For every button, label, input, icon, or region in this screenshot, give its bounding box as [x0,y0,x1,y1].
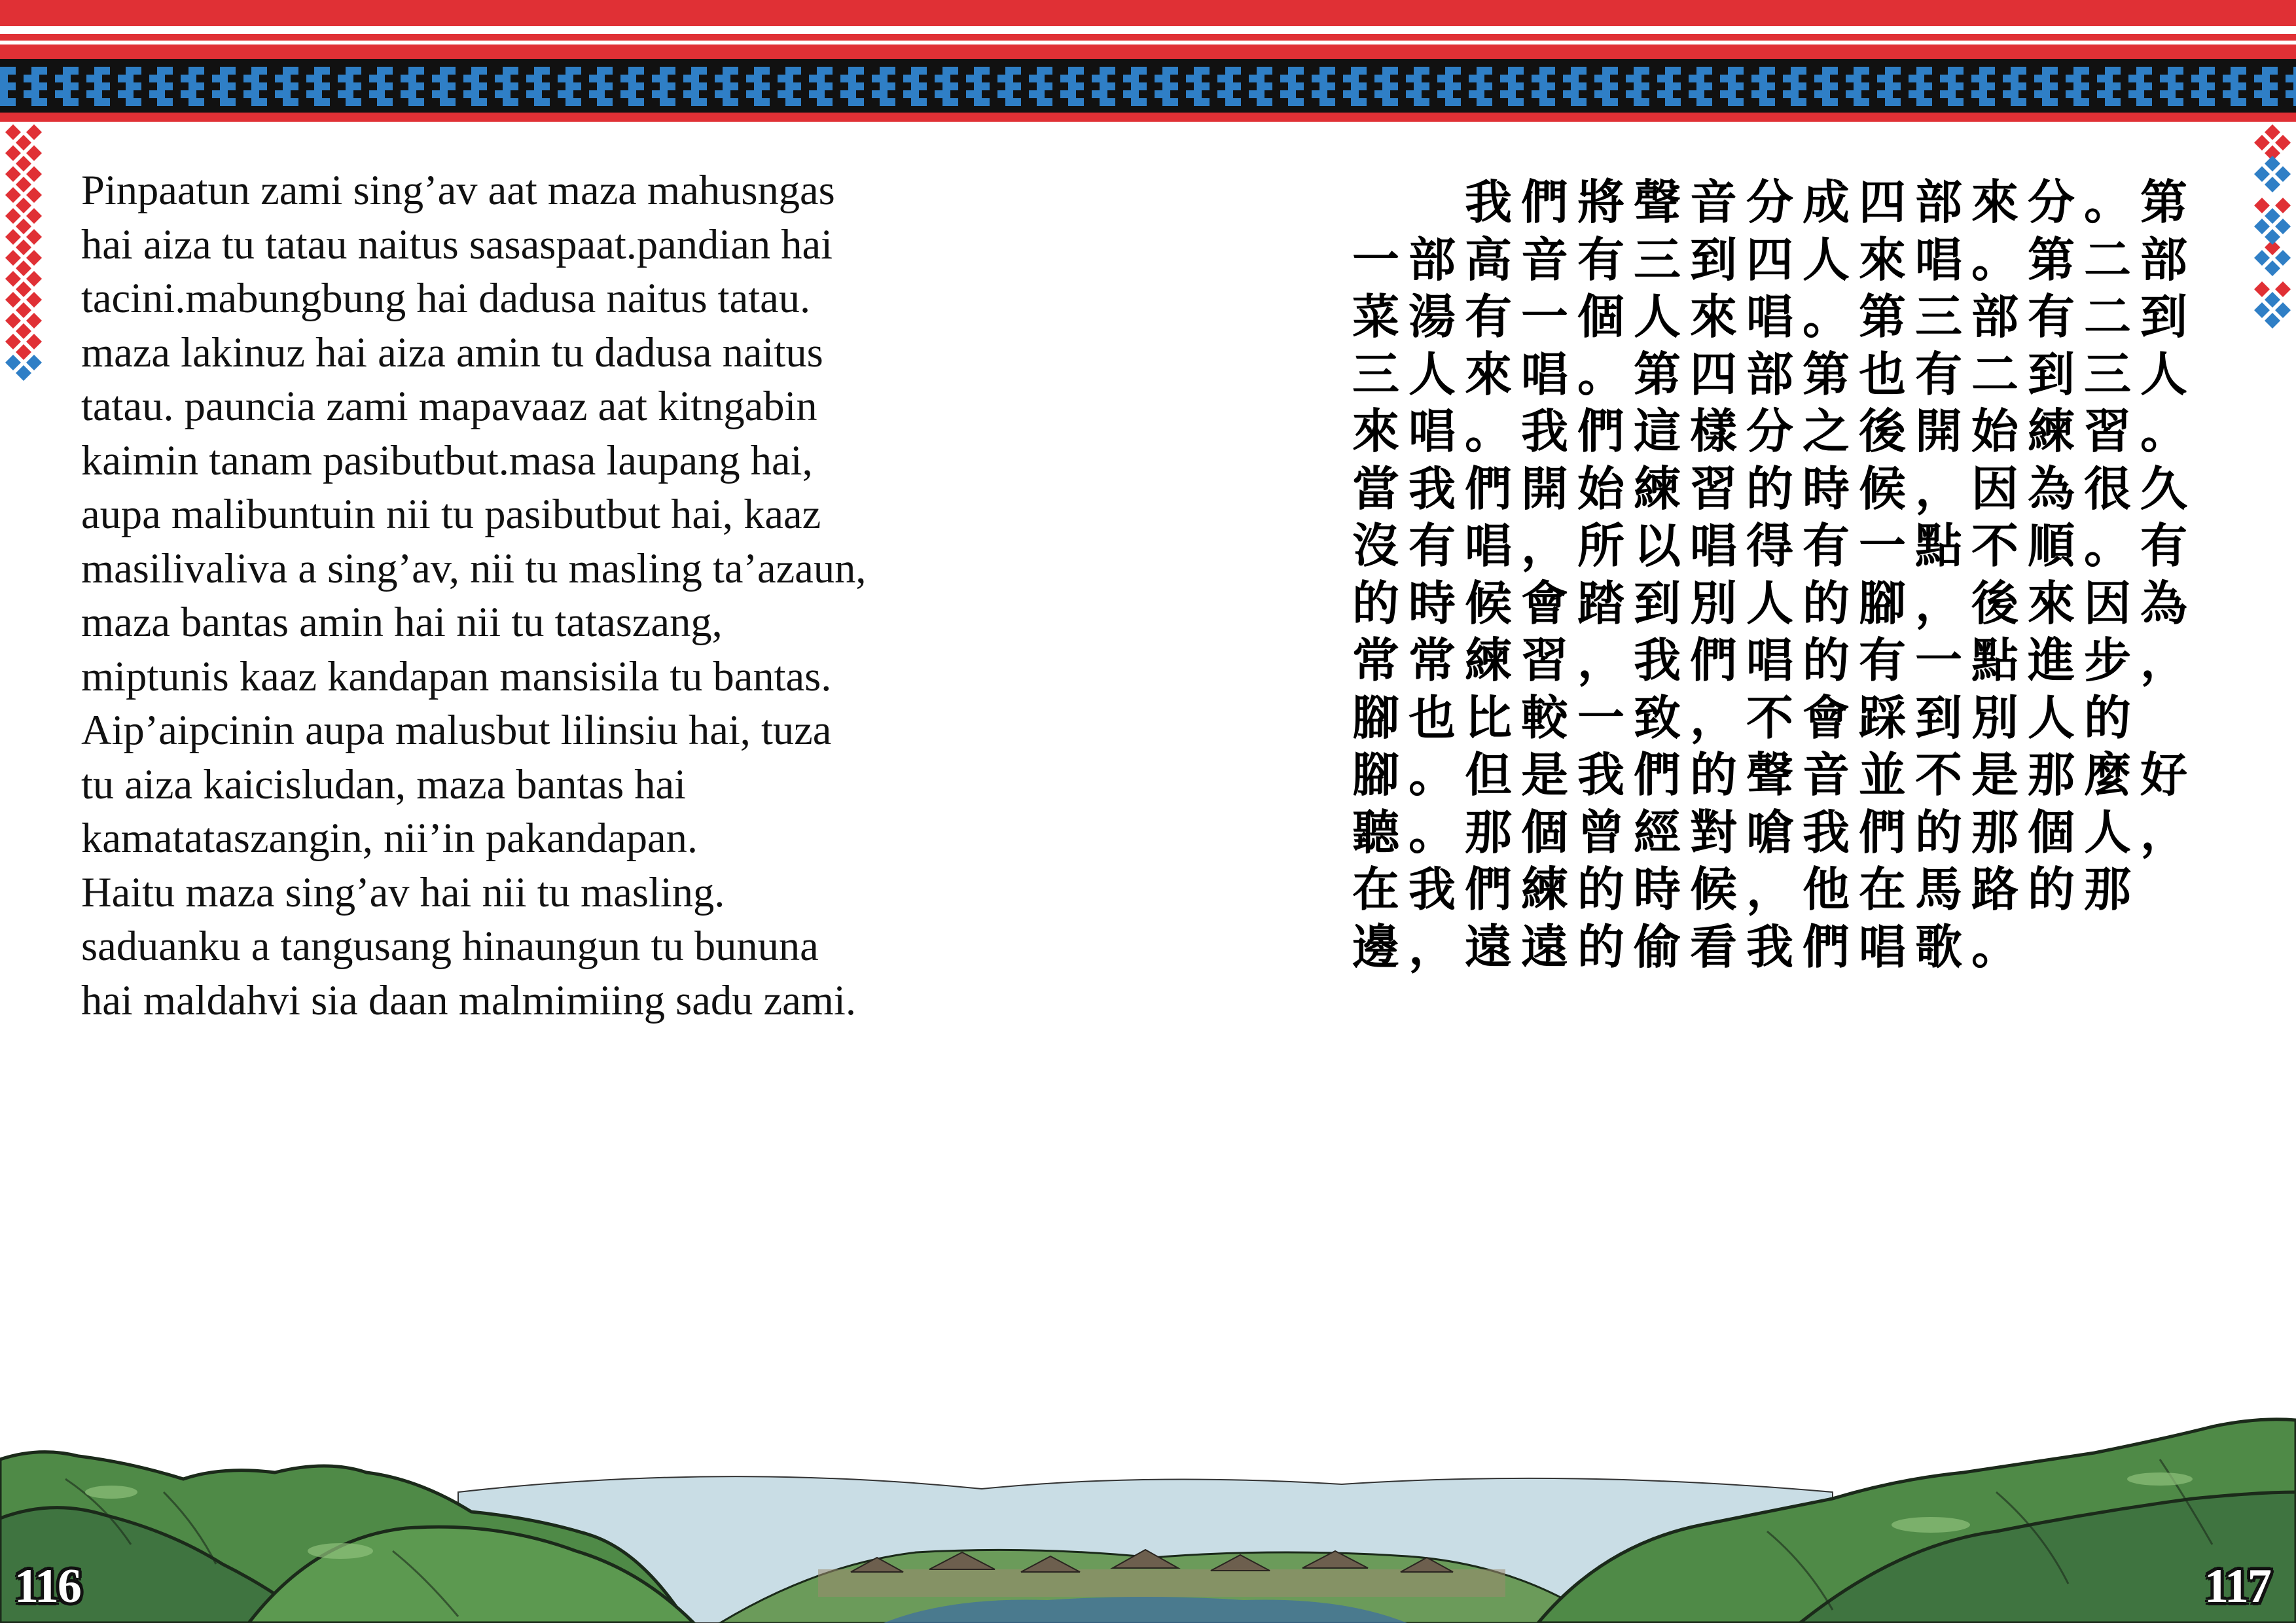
mountain-village-illustration [0,1400,2296,1623]
chinese-text-line: 腳也比較一致，不會踩到別人的 [1352,689,2141,745]
bunun-text-line: Haitu maza sing’av hai nii tu masling. [81,868,725,916]
right-diamond-motif [2244,124,2296,386]
bunun-text-block [81,164,958,1027]
bunun-text-line: saduanku a tangusang hinaungun tu bununa [81,923,819,969]
bunun-text-line: hai aiza tu tatau naitus sasaspaat.pandian hai [81,221,833,268]
chinese-text-line: 菜湯有一個人來唱。第三部有二到 [1352,289,2197,344]
chinese-text-line: 一部高音有三到四人來唱。第二部 [1352,231,2197,287]
chinese-text-line: 聽。那個曾經對嗆我們的那個人， [1352,804,2197,860]
chinese-text-line: 邊，遠遠的偷看我們唱歌。 [1352,918,2028,974]
chinese-text-line: 我們將聲音分成四部來分。第 [1352,174,2197,230]
bunun-text-line: masilivaliva a sing’av, nii tu masling ta’azaun, [81,544,867,592]
bunun-text-line: Aip’aipcinin aupa malusbut lilinsiu hai, tuza [81,707,832,753]
left-diamond-motif [0,124,52,386]
chinese-text-line: 在我們練的時候，他在馬路的那 [1352,861,2141,917]
bunun-text-line: maza bantas amin hai nii tu tataszang, [81,599,723,645]
woven-banner [0,0,2296,124]
chinese-text-line: 當我們開始練習的時候，因為很久 [1352,460,2197,516]
page-number-right: 117 [2204,1560,2270,1613]
bunun-text-line: hai maldahvi sia daan malmimiing sadu zami. [81,976,856,1024]
page-number-left: 116 [14,1560,81,1613]
bunun-text-line: tatau. pauncia zami mapavaaz aat kitngabin [81,383,817,429]
bunun-text-line: kamatataszangin, nii’in pakandapan. [81,815,698,861]
chinese-text-line: 常常練習，我們唱的有一點進步， [1352,632,2197,688]
bunun-text-line: Pinpaatun zami sing’av aat maza mahusngas [81,167,835,213]
bunun-text-line: miptunis kaaz kandapan mansisila tu bantas. [81,652,832,700]
chinese-text-line: 腳。但是我們的聲音並不是那麼好 [1352,747,2197,802]
chinese-text-line: 的時候會踏到別人的腳，後來因為 [1352,575,2197,631]
bunun-text-line: tu aiza kaicisludan, maza bantas hai [81,760,687,808]
chinese-text-line: 來唱。我們這樣分之後開始練習。 [1352,403,2197,459]
bunun-text-line: aupa malibuntuin nii tu pasibutbut hai, kaaz [81,491,821,537]
chinese-text-line: 沒有唱，所以唱得有一點不順。有 [1352,518,2197,573]
bunun-text-line: kaimin tanam pasibutbut.masa laupang hai, [81,437,813,484]
chinese-text-line: 三人來唱。第四部第也有二到三人 [1352,346,2197,402]
bunun-text-line: tacini.mabungbung hai dadusa naitus tatau. [81,275,811,321]
bunun-text-line: maza lakinuz hai aiza amin tu dadusa naitus [81,329,823,376]
chinese-text-block [1352,173,2223,975]
